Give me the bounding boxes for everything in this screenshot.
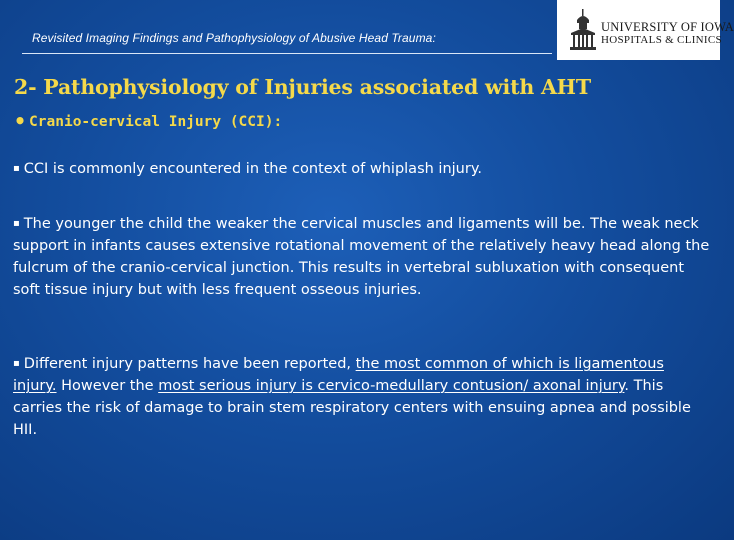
bullet-1-text: CCI is commonly encountered in the context of whiplash injury. bbox=[23, 161, 482, 177]
bullet-dot: • bbox=[14, 109, 27, 133]
bullet-3-text-part1: Different injury patterns have been reported, bbox=[23, 356, 356, 372]
header-divider bbox=[22, 53, 552, 54]
logo-line-hospitals: HOSPITALS & CLINICS bbox=[601, 34, 722, 46]
university-logo bbox=[557, 0, 734, 60]
square-bullet-icon: ▪ bbox=[13, 163, 20, 174]
logo-line-university: UNIVERSITY OF IOWA bbox=[601, 20, 734, 34]
bullet-point-3 bbox=[13, 353, 711, 441]
bullet-point-2 bbox=[13, 213, 711, 301]
subheading-text: Cranio-cervical Injury (CCI): bbox=[29, 114, 283, 130]
bullet-point-1 bbox=[13, 158, 711, 180]
slide-heading: 2- Pathophysiology of Injuries associated with AHT bbox=[14, 75, 591, 99]
old-capitol-building-icon bbox=[568, 8, 598, 52]
subheading bbox=[14, 109, 704, 133]
bullet-2-text: The younger the child the weaker the cervical muscles and ligaments will be. The weak neck support in infants causes extensive rotational movement of the relatively heavy head along the fulcrum of the cranio-cervical junction. This results in vertebral subluxation with consequent soft tissue injury but with less frequent osseous injuries. bbox=[13, 216, 710, 298]
header-title: Revisited Imaging Findings and Pathophysiology of Abusive Head Trauma: bbox=[32, 31, 436, 45]
bullet-3-underlined-1: the most common of which is ligamentous injury. bbox=[13, 356, 664, 394]
bullet-3-underlined-2: most serious injury is cervico-medullary contusion/ axonal injury bbox=[158, 378, 625, 394]
square-bullet-icon: ▪ bbox=[13, 218, 20, 229]
bullet-3-text-part5: . This carries the risk of damage to brain stem respiratory centers with ensuing apnea and possible HII. bbox=[13, 378, 691, 438]
square-bullet-icon: ▪ bbox=[13, 358, 20, 369]
bullet-3-text-part3: However the bbox=[56, 378, 159, 394]
